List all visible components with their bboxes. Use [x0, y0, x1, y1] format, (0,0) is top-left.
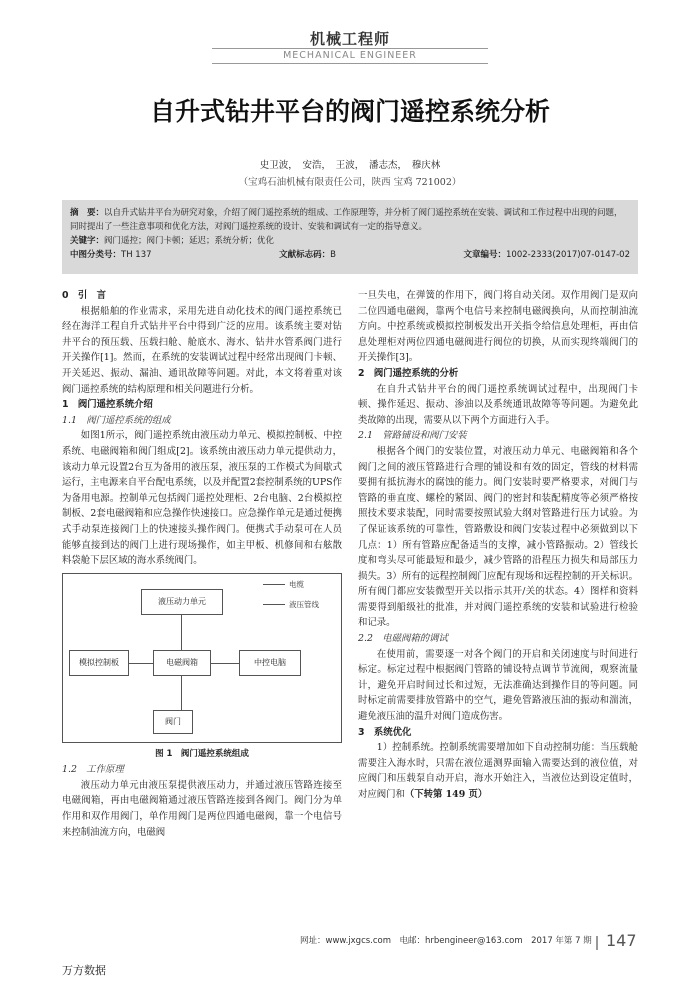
- legend-pipe: 液压管线: [289, 599, 319, 609]
- header-rule-lower: [212, 63, 488, 64]
- abstract: [70, 206, 630, 234]
- section-2-1-heading: 2.1 管路铺设和阀门安装: [358, 430, 467, 442]
- authors: 史卫波， 安浩， 王波， 潘志杰， 穆庆林: [259, 160, 441, 171]
- section-3-paragraph: [358, 740, 638, 802]
- footer-info: 网址：www.jxgcs.com 电邮：hrbengineer@163.com 2017 年第 7 期: [300, 936, 592, 946]
- section-1-2-paragraph: 液压动力单元由液压泵提供液压动力，并通过液压管路连接至电磁阀箱，再由电磁阀箱通过液压管路连接到各阀门。阀门分为单作用和双作用阀门，单作用阀门是两位四通电磁阀，靠一个电信号来控制油流方向，电磁阀: [62, 779, 342, 838]
- section-1-1-paragraph: 如图1所示，阀门遥控系统由液压动力单元、模拟控制板、中控系统、电磁阀箱和阀门组成[2]。该系统由液压动力单元提供动力，该动力单元设置2台互为备用的液压泵，液压泵的工作模式为间歇式运行，主电源来自平台配电系统，以及并配置2套控制系统的UPS作为备用电源。控制单元包括阀门遥控处理柜、2台电脑、2台模拟控制板、2套电磁阀箱和应急操作快速接口。应急操作单元是通过便携式手动泵连接阀门上的快速接头操作阀门。便携式手动泵可在人员能够直接到达的阀门上进行现场操作，如主甲板、机修间和右舷散料袋舱下层区域的海水系统阀门。: [62, 430, 342, 567]
- section-2-1-paragraph: 根据各个阀门的安装位置，对液压动力单元、电磁阀箱和各个阀门之间的液压管路进行合理的铺设和有效的固定，管线的材料需要拥有抵抗海水的腐蚀的能力。阀门安装时要严格要求，对阀门与管路的垂直度、螺栓的紧固、阀门的密封和装配精度等必须严格按照技术要求装配，同时需要按照试验大纲对管路进行压力试验。为了保证该系统的可靠性，管路敷设和阀门安装过程中必须做到以下几点：1）所有管路应配备适当的支撑，减小管路振动。2）管线长度和弯头尽可能最短和最少，减少管路的沿程压力损失和局部压力损失。3）所有的远程控制阀门应配有现场和远程控制的开关标识。所有阀门都应安装微型开关以指示其开/关的状态。4）图样和资料需要得到船级社的批准，并对阀门遥控系统的安装和试验进行检验和记录。: [358, 445, 638, 629]
- line-panel-to-solenoid: [129, 663, 153, 664]
- keywords-label: 关键字：: [70, 236, 105, 246]
- article-value: 1002-2333(2017)07-0147-02: [506, 250, 630, 260]
- section-1-heading: 1 阀门遥控系统介绍: [62, 399, 153, 411]
- left-column: [62, 288, 342, 840]
- legend-cable-line: [263, 584, 285, 585]
- footer-separator: [596, 936, 598, 950]
- journal-subtitle: MECHANICAL ENGINEER: [283, 50, 417, 61]
- legend-pipe-line: [263, 604, 285, 605]
- box-valve: 阀门: [153, 710, 193, 734]
- box-hydraulic-power-unit: 液压动力单元: [141, 589, 223, 615]
- legend-cable: 电缆: [289, 579, 304, 589]
- affiliation: （宝鸡石油机械有限责任公司，陕西 宝鸡 721002）: [238, 177, 462, 188]
- abstract-label: 摘 要：: [70, 208, 105, 218]
- doc-label: 文献标志码：: [279, 250, 331, 260]
- box-central-control-pc: 中控电脑: [239, 650, 301, 676]
- section-0-paragraph: 根据船舶的作业需求，采用先进自动化技术的阀门遥控系统已经在海洋工程自升式钻井平台中得到广泛的应用。该系统主要对钻井平台的预压载、压载扫舱、舱底水、海水、钻井水管系阀门进行开关操作[1]。然而，在系统的安装调试过程中经常出现阀门卡顿、开关延迟、振动、漏油、通讯故障等问题。对此，本文将着重对该阀门遥控系统的结构原理和相关问题进行分析。: [62, 305, 342, 395]
- doc-value: B: [330, 250, 336, 260]
- section-3-heading: 3 系统优化: [358, 726, 412, 738]
- classification-row: [70, 248, 630, 262]
- section-1-2-heading: 1.2 工作原理: [62, 764, 124, 776]
- line-solenoid-to-pc: [211, 663, 239, 664]
- clc-label: 中图分类号：: [70, 250, 122, 260]
- right-column: [358, 288, 638, 803]
- keywords-text: 阀门遥控；阀门卡顿；延迟；系统分析；优化: [104, 236, 275, 246]
- line-solenoid-to-valve: [181, 676, 182, 710]
- section-2-2-heading: 2.2 电磁阀箱的调试: [358, 633, 448, 645]
- figure-1: [62, 573, 342, 743]
- continued-note: （下转第 149 页）: [404, 789, 488, 800]
- figure-1-caption: 图 1 阀门遥控系统组成: [155, 748, 249, 759]
- page-number: 147: [606, 931, 637, 950]
- box-simulation-panel: 模拟控制板: [69, 650, 129, 676]
- abstract-text: 以自升式钻井平台为研究对象，介绍了阀门遥控系统的组成、工作原理等，并分析了阀门遥控系统在安装、调试和工作过程中出现的问题，同时提出了一些注意事项和优化方法，对阀门遥控系统的设计、安装和调试有一定的指导意义。: [70, 208, 623, 232]
- line-hpu-to-solenoid: [181, 615, 182, 650]
- continued-paragraph: 一旦失电，在弹簧的作用下，阀门将自动关闭。双作用阀门是双向二位四通电磁阀，靠两个电信号来控制电磁阀换向，从而控制油流方向。中控系统或模拟控制板发出开关指令给信息处理柜，再由信息处理柜对两位四通电磁阀进行阀位的切换，从而实现终端阀门的开关操作[3]。: [358, 290, 638, 364]
- keywords: [70, 234, 630, 248]
- header-rule: [212, 48, 488, 49]
- section-0-heading: 0 引 言: [62, 290, 107, 301]
- database-brand: 万方数据: [62, 964, 106, 977]
- section-2-paragraph: 在自升式钻井平台的阀门遥控系统调试过程中，出现阀门卡顿、操作延迟、振动、渗油以及系统通讯故障等等问题。为避免此类故障的出现，需要从以下两个方面进行入手。: [358, 383, 638, 426]
- article-label: 文章编号：: [463, 250, 506, 260]
- box-solenoid-valve-box: 电磁阀箱: [153, 650, 211, 676]
- section-2-2-paragraph: 在使用前，需要逐一对各个阀门的开启和关闭速度与时间进行标定。标定过程中根据阀门管路的铺设特点调节节流阀，观察流量计，避免开启时间过长和过短，无法准确达到操作目的等问题。同时标定前需要排放管路中的空气，避免管路液压油的振动和湍流，避免液压油的温升对阀门造成伤害。: [358, 648, 638, 723]
- section-3-text: 1）控制系统。控制系统需要增加如下自动控制功能：当压载舱需要注入海水时，只需在液位遥测界面输入需要达到的液位值，对应阀门和压载泵自动开启，海水开始注入，当液位达到设定值时，对应阀门和: [358, 742, 638, 800]
- clc-value: TH 137: [121, 250, 152, 260]
- abstract-box: [62, 200, 638, 274]
- journal-title: 机械工程师: [309, 30, 390, 48]
- section-2-heading: 2 阀门遥控系统的分析: [358, 367, 459, 379]
- section-1-1-heading: 1.1 阀门遥控系统的组成: [62, 414, 171, 426]
- paper-title: 自升式钻井平台的阀门遥控系统分析: [149, 97, 550, 126]
